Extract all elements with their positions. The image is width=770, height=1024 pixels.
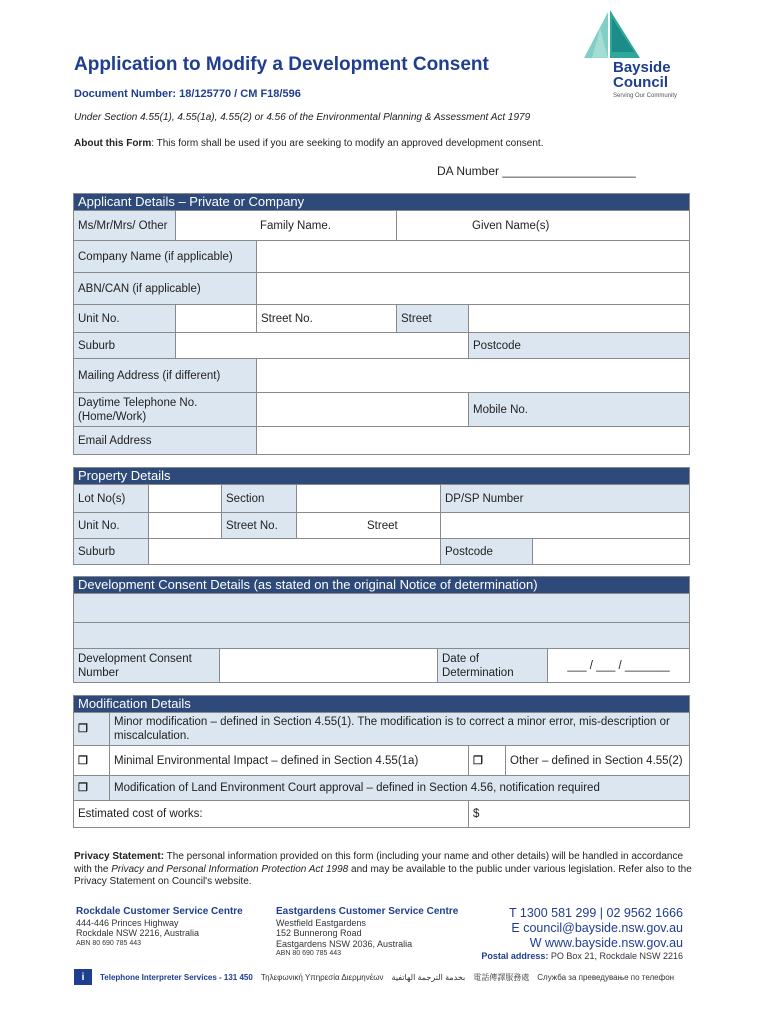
section-input[interactable]	[297, 485, 441, 513]
abn-label: ABN/CAN (if applicable)	[74, 273, 257, 305]
privacy-statement	[74, 851, 694, 889]
property-street-label: Street	[297, 513, 441, 539]
eastgardens-address-1: Westfield Eastgardens	[276, 917, 366, 928]
eastgardens-office	[276, 907, 458, 960]
determination-date-label: Date of Determination	[438, 649, 548, 683]
logo-tagline: Serving Our Community	[613, 93, 678, 99]
street-label: Street	[397, 305, 469, 333]
property-suburb-label: Suburb	[74, 539, 149, 565]
court-approval-label: Modification of Land Environment Court approval – defined in Section 4.56, notification required	[110, 776, 690, 801]
minimal-impact-checkbox[interactable]: ❒	[74, 746, 110, 776]
contact-email[interactable]: E council@bayside.nsw.gov.au	[511, 921, 683, 935]
minimal-impact-label: Minimal Environmental Impact – defined in Section 4.55(1a)	[110, 746, 469, 776]
interpreter-macedonian: Служба за преведување по телефон	[537, 972, 675, 982]
consent-number-label: Development Consent Number	[74, 649, 220, 683]
applicant-details-table	[73, 193, 690, 455]
abn-input[interactable]	[257, 273, 690, 305]
other-modification-label: Other – defined in Section 4.55(2)	[506, 746, 690, 776]
property-street-input[interactable]	[441, 513, 690, 539]
da-number-field[interactable]: DA Number ____________________	[437, 164, 636, 178]
about-form	[74, 138, 543, 149]
mailing-address-label: Mailing Address (if different)	[74, 359, 257, 393]
eastgardens-abn: ABN 80 690 785 443	[276, 950, 341, 957]
mailing-address-input[interactable]	[257, 359, 690, 393]
postal-address	[470, 951, 683, 961]
property-postcode-label: Postcode	[441, 539, 533, 565]
daytime-phone-input[interactable]	[257, 393, 469, 427]
company-name-label: Company Name (if applicable)	[74, 241, 257, 273]
privacy-text-2: and may be available to the public under various legislation. Refer also to the Privacy Statement on Council's website.	[74, 863, 692, 887]
logo-line2: Council	[613, 74, 668, 91]
rockdale-office	[76, 907, 243, 949]
contact-block	[500, 906, 683, 951]
property-street-no-label: Street No.	[222, 513, 297, 539]
lot-label: Lot No(s)	[74, 485, 149, 513]
interpreter-chinese: 電話傳譯服務處	[473, 972, 530, 982]
privacy-text-1: The personal information provided on this form (including your name and other details) will be handled in accordance with the	[74, 851, 684, 875]
lot-input[interactable]	[149, 485, 222, 513]
property-details-table	[73, 467, 690, 565]
daytime-phone-label: Daytime Telephone No. (Home/Work)	[74, 393, 257, 427]
unit-no-input[interactable]	[176, 305, 257, 333]
court-approval-checkbox[interactable]: ❒	[74, 776, 110, 801]
company-name-input[interactable]	[257, 241, 690, 273]
suburb-input[interactable]	[176, 333, 469, 359]
postcode-label: Postcode	[469, 333, 690, 359]
rockdale-address-2: Rockdale NSW 2216, Australia	[76, 928, 200, 938]
street-input[interactable]	[469, 305, 690, 333]
eastgardens-address-2: 152 Bunnerong Road	[276, 928, 362, 938]
suburb-label: Suburb	[74, 333, 176, 359]
consent-details-heading: Development Consent Details (as stated on the original Notice of determination)	[74, 577, 690, 594]
other-modification-checkbox[interactable]: ❒	[469, 746, 506, 776]
consent-details-line-1[interactable]	[74, 594, 690, 623]
unit-no-label: Unit No.	[74, 305, 176, 333]
interpreter-services	[74, 967, 686, 987]
postal-label: Postal address:	[481, 951, 549, 961]
eastgardens-office-name: Eastgardens Customer Service Centre	[276, 906, 459, 917]
about-text: : This form shall be used if you are seeking to modify an approved development consent.	[151, 138, 544, 149]
logo-line1: Bayside	[613, 59, 671, 76]
consent-details-table	[73, 576, 690, 683]
minor-modification-checkbox[interactable]: ❒	[74, 713, 110, 746]
interpreter-arabic: بخدمة الترجمة الهاتفية	[391, 972, 466, 982]
about-label: About this Form	[74, 138, 152, 149]
property-unit-input[interactable]	[149, 513, 222, 539]
family-name-label: Family Name.	[176, 211, 397, 241]
interpreter-greek: Τηλεφωνική Υπηρεσία Διερμηνέων	[260, 972, 384, 982]
estimated-cost-label: Estimated cost of works:	[74, 801, 469, 828]
postal-value: PO Box 21, Rockdale NSW 2216	[548, 951, 683, 961]
property-postcode-input[interactable]	[533, 539, 690, 565]
dp-sp-label: DP/SP Number	[441, 485, 690, 513]
applicant-details-heading: Applicant Details – Private or Company	[74, 194, 690, 211]
rockdale-abn: ABN 80 690 785 443	[76, 939, 141, 947]
given-name-label: Given Name(s)	[397, 211, 690, 241]
contact-web[interactable]: W www.bayside.nsw.gov.au	[529, 936, 683, 950]
modification-details-table	[73, 695, 690, 828]
section-reference: Under Section 4.55(1), 4.55(1a), 4.55(2) or 4.56 of the Environmental Planning & Assessment Act 1979	[74, 112, 531, 123]
consent-details-line-2[interactable]	[74, 623, 690, 649]
rockdale-office-name: Rockdale Customer Service Centre	[76, 906, 243, 917]
mobile-label: Mobile No.	[469, 393, 690, 427]
privacy-label: Privacy Statement:	[74, 851, 165, 862]
logo-wordmark	[613, 60, 671, 90]
interpreter-label: Telephone Interpreter Services - 131 450	[100, 972, 253, 982]
document-number: Document Number: 18/125770 / CM F18/596	[74, 88, 301, 100]
interpreter-icon: i	[74, 969, 92, 985]
title-label: Ms/Mr/Mrs/ Other	[74, 211, 176, 241]
privacy-act: Privacy and Personal Information Protection Act 1998	[111, 863, 349, 875]
street-no-label: Street No.	[257, 305, 397, 333]
modification-details-heading: Modification Details	[74, 696, 690, 713]
section-label: Section	[222, 485, 297, 513]
estimated-cost-input[interactable]: $	[469, 801, 690, 828]
rockdale-address-1: 444-446 Princes Highway	[76, 917, 179, 928]
determination-date-input[interactable]: ___ / ___ / _______	[548, 649, 690, 683]
contact-phone[interactable]: T 1300 581 299 | 02 9562 1666	[508, 906, 683, 920]
property-details-heading: Property Details	[74, 468, 690, 485]
email-input[interactable]	[257, 427, 690, 455]
minor-modification-label: Minor modification – defined in Section 4.55(1). The modification is to correct a minor error, mis-description or miscalculation.	[110, 713, 690, 746]
email-label: Email Address	[74, 427, 257, 455]
page-title: Application to Modify a Development Consent	[74, 54, 489, 75]
property-suburb-input[interactable]	[149, 539, 441, 565]
eastgardens-address-3: Eastgardens NSW 2036, Australia	[276, 938, 413, 949]
property-unit-label: Unit No.	[74, 513, 149, 539]
consent-number-input[interactable]	[220, 649, 438, 683]
